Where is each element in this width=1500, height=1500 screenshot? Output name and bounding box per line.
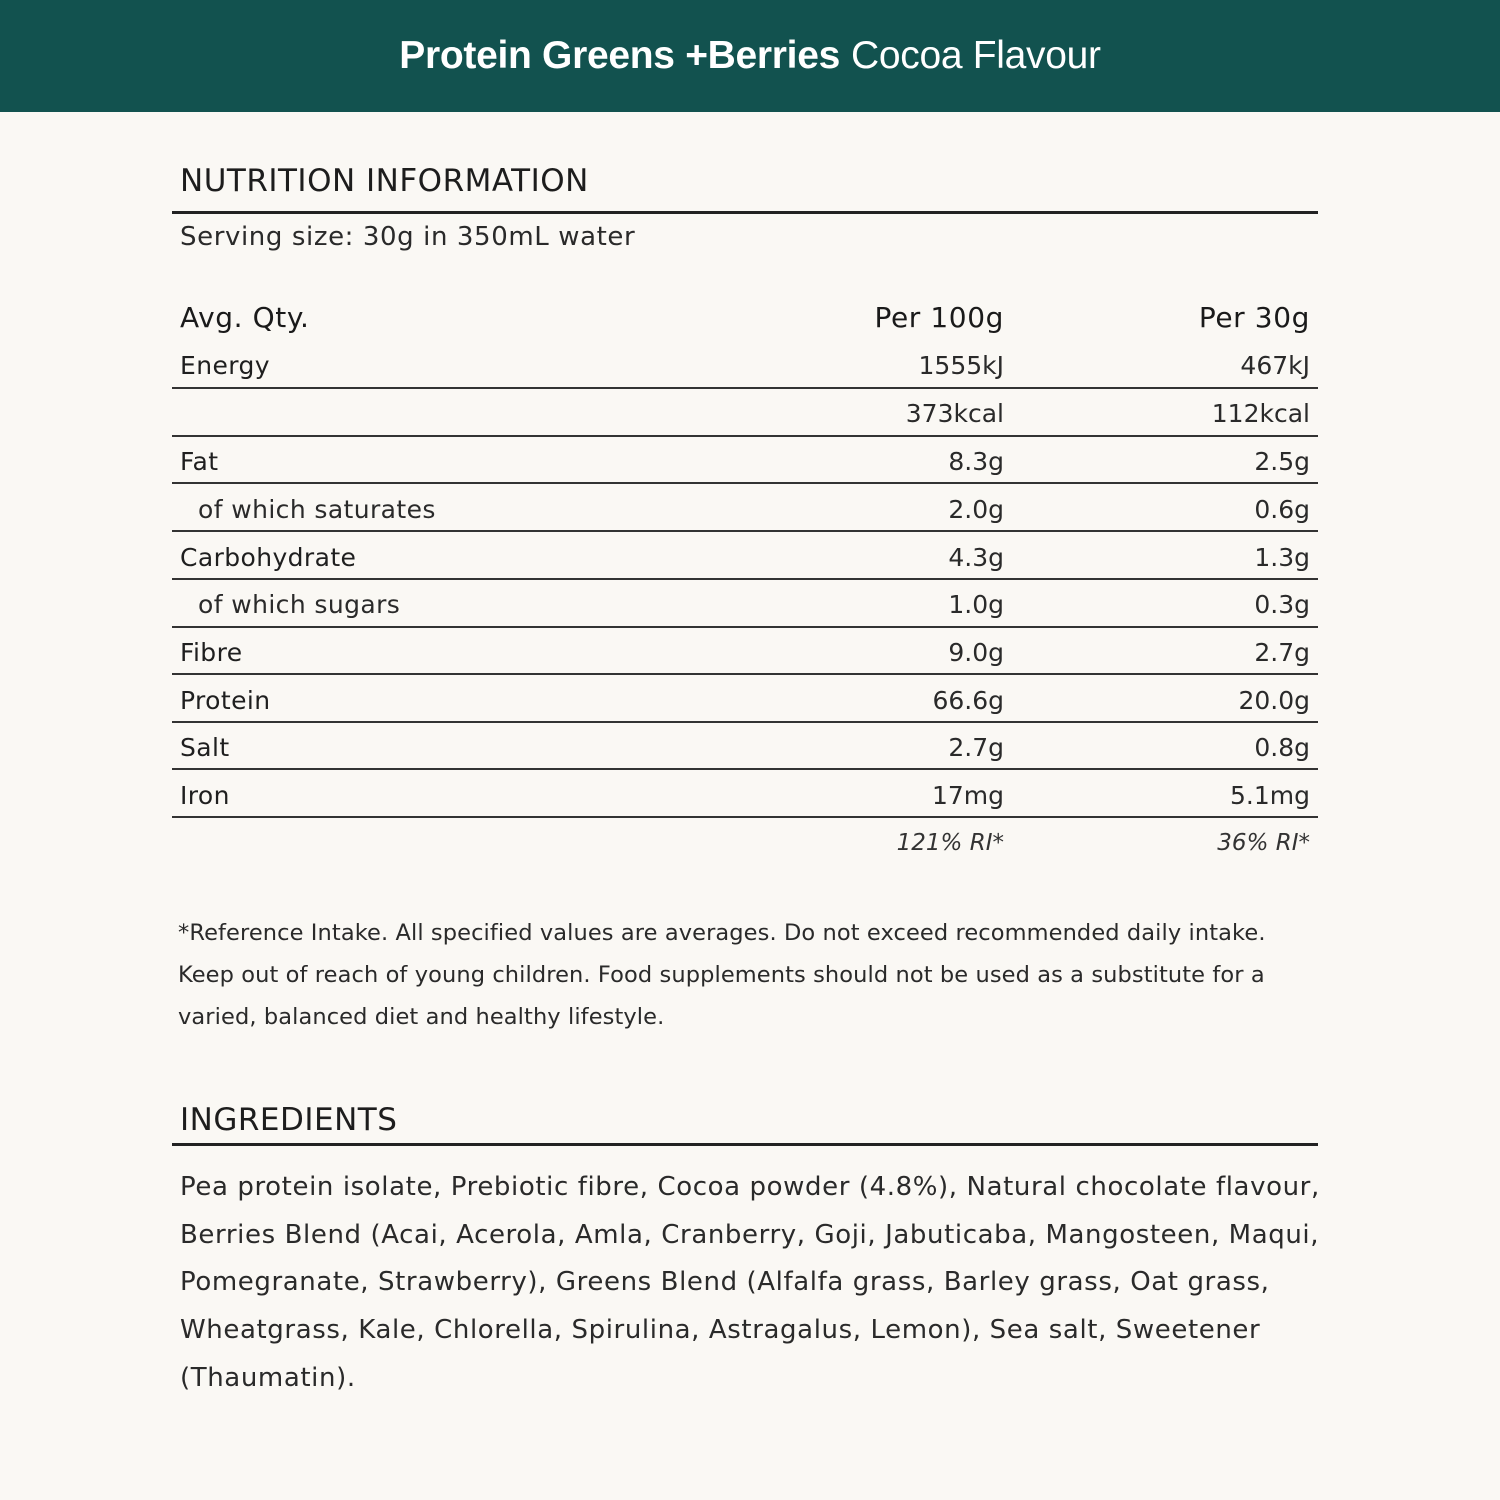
reference-intake-note: *Reference Intake. All specified values are averages. Do not exceed recommended daily intake. Keep out of reach of young children. Food supplements should not be used as a substitute for a varied, balanced diet and healthy lifestyle.: [178, 920, 1266, 1030]
column-header-per-30g: Per 30g: [1198, 301, 1310, 334]
row-value-per-30g: 5.1mg: [1230, 781, 1310, 810]
product-flavour: Cocoa Flavour: [851, 34, 1101, 77]
row-value-per-30g: 0.3g: [1254, 590, 1310, 619]
row-label: Protein: [180, 686, 271, 715]
row-value-per-100g: 1.0g: [948, 590, 1004, 619]
row-value-per-100g: 373kcal: [905, 399, 1004, 428]
table-row-fibre: [172, 630, 1318, 676]
row-label: of which saturates: [198, 495, 436, 524]
row-value-per-100g: 9.0g: [948, 638, 1004, 667]
table-header-row: [172, 293, 1318, 339]
row-divider: [172, 768, 1318, 770]
row-value-per-30g: 1.3g: [1254, 543, 1310, 572]
row-label: Carbohydrate: [180, 543, 357, 572]
row-value-per-30g: 0.8g: [1254, 733, 1310, 762]
row-value-per-30g: 2.5g: [1254, 447, 1310, 476]
row-value-per-30g: 20.0g: [1238, 686, 1310, 715]
table-row-salt: [172, 725, 1318, 771]
row-value-per-30g: 2.7g: [1254, 638, 1310, 667]
row-value-per-100g: 1555kJ: [918, 351, 1004, 380]
table-row-saturates: [172, 487, 1318, 533]
table-row-iron: [172, 773, 1318, 819]
ri-per-30g: 36% RI*: [1217, 830, 1310, 856]
row-label: Salt: [180, 733, 230, 762]
row-label: Iron: [180, 781, 230, 810]
row-value-per-30g: 467kJ: [1240, 351, 1310, 380]
ingredients-title-rule: [172, 1143, 1318, 1146]
row-value-per-30g: 0.6g: [1254, 495, 1310, 524]
ingredients-list: Pea protein isolate, Prebiotic fibre, Cocoa powder (4.8%), Natural chocolate flavour, Berries Blend (Acai, Acerola, Amla, Cranberry, Goji, Jabuticaba, Mangosteen, Maqui, Pomegranate, Strawberry), Greens Blend (Alfalfa grass, Barley grass, Oat grass, Wheatgrass, Kale, Chlorella, Spirulina, Astragalus, Lemon), Sea salt, Sweetener (Thaumatin).: [180, 1172, 1320, 1393]
table-row-carbohydrate: [172, 535, 1318, 581]
table-row-energy-kj: [172, 343, 1318, 389]
product-header: [0, 0, 1500, 112]
row-label: Fat: [180, 447, 219, 476]
product-name: Protein Greens +Berries: [399, 34, 840, 77]
row-divider: [172, 673, 1318, 675]
row-divider: [172, 435, 1318, 437]
table-row-ri: [172, 822, 1318, 868]
row-value-per-100g: 66.6g: [932, 686, 1004, 715]
row-divider: [172, 721, 1318, 723]
row-value-per-100g: 17mg: [931, 781, 1004, 810]
nutrition-title: NUTRITION INFORMATION: [180, 163, 589, 199]
row-divider: [172, 626, 1318, 628]
table-row-energy-kcal: [172, 391, 1318, 437]
table-row-sugars: [172, 582, 1318, 628]
row-divider: [172, 578, 1318, 580]
row-label: of which sugars: [198, 590, 401, 619]
row-divider: [172, 482, 1318, 484]
row-divider: [172, 387, 1318, 389]
row-divider: [172, 816, 1318, 818]
column-header-per-100g: Per 100g: [874, 301, 1004, 334]
row-value-per-100g: 2.0g: [948, 495, 1004, 524]
ri-per-100g: 121% RI*: [896, 830, 1004, 856]
table-row-fat: [172, 439, 1318, 485]
row-label: Fibre: [180, 638, 243, 667]
serving-size: Serving size: 30g in 350mL water: [180, 222, 636, 252]
row-value-per-100g: 8.3g: [948, 447, 1004, 476]
row-value-per-100g: 2.7g: [948, 733, 1004, 762]
row-value-per-30g: 112kcal: [1211, 399, 1310, 428]
row-label: Energy: [180, 351, 270, 380]
nutrition-title-rule: [172, 211, 1318, 214]
row-divider: [172, 530, 1318, 532]
column-header-avg-qty: Avg. Qty.: [180, 301, 310, 334]
ingredients-title: INGREDIENTS: [180, 1102, 398, 1138]
row-value-per-100g: 4.3g: [948, 543, 1004, 572]
table-row-protein: [172, 678, 1318, 724]
